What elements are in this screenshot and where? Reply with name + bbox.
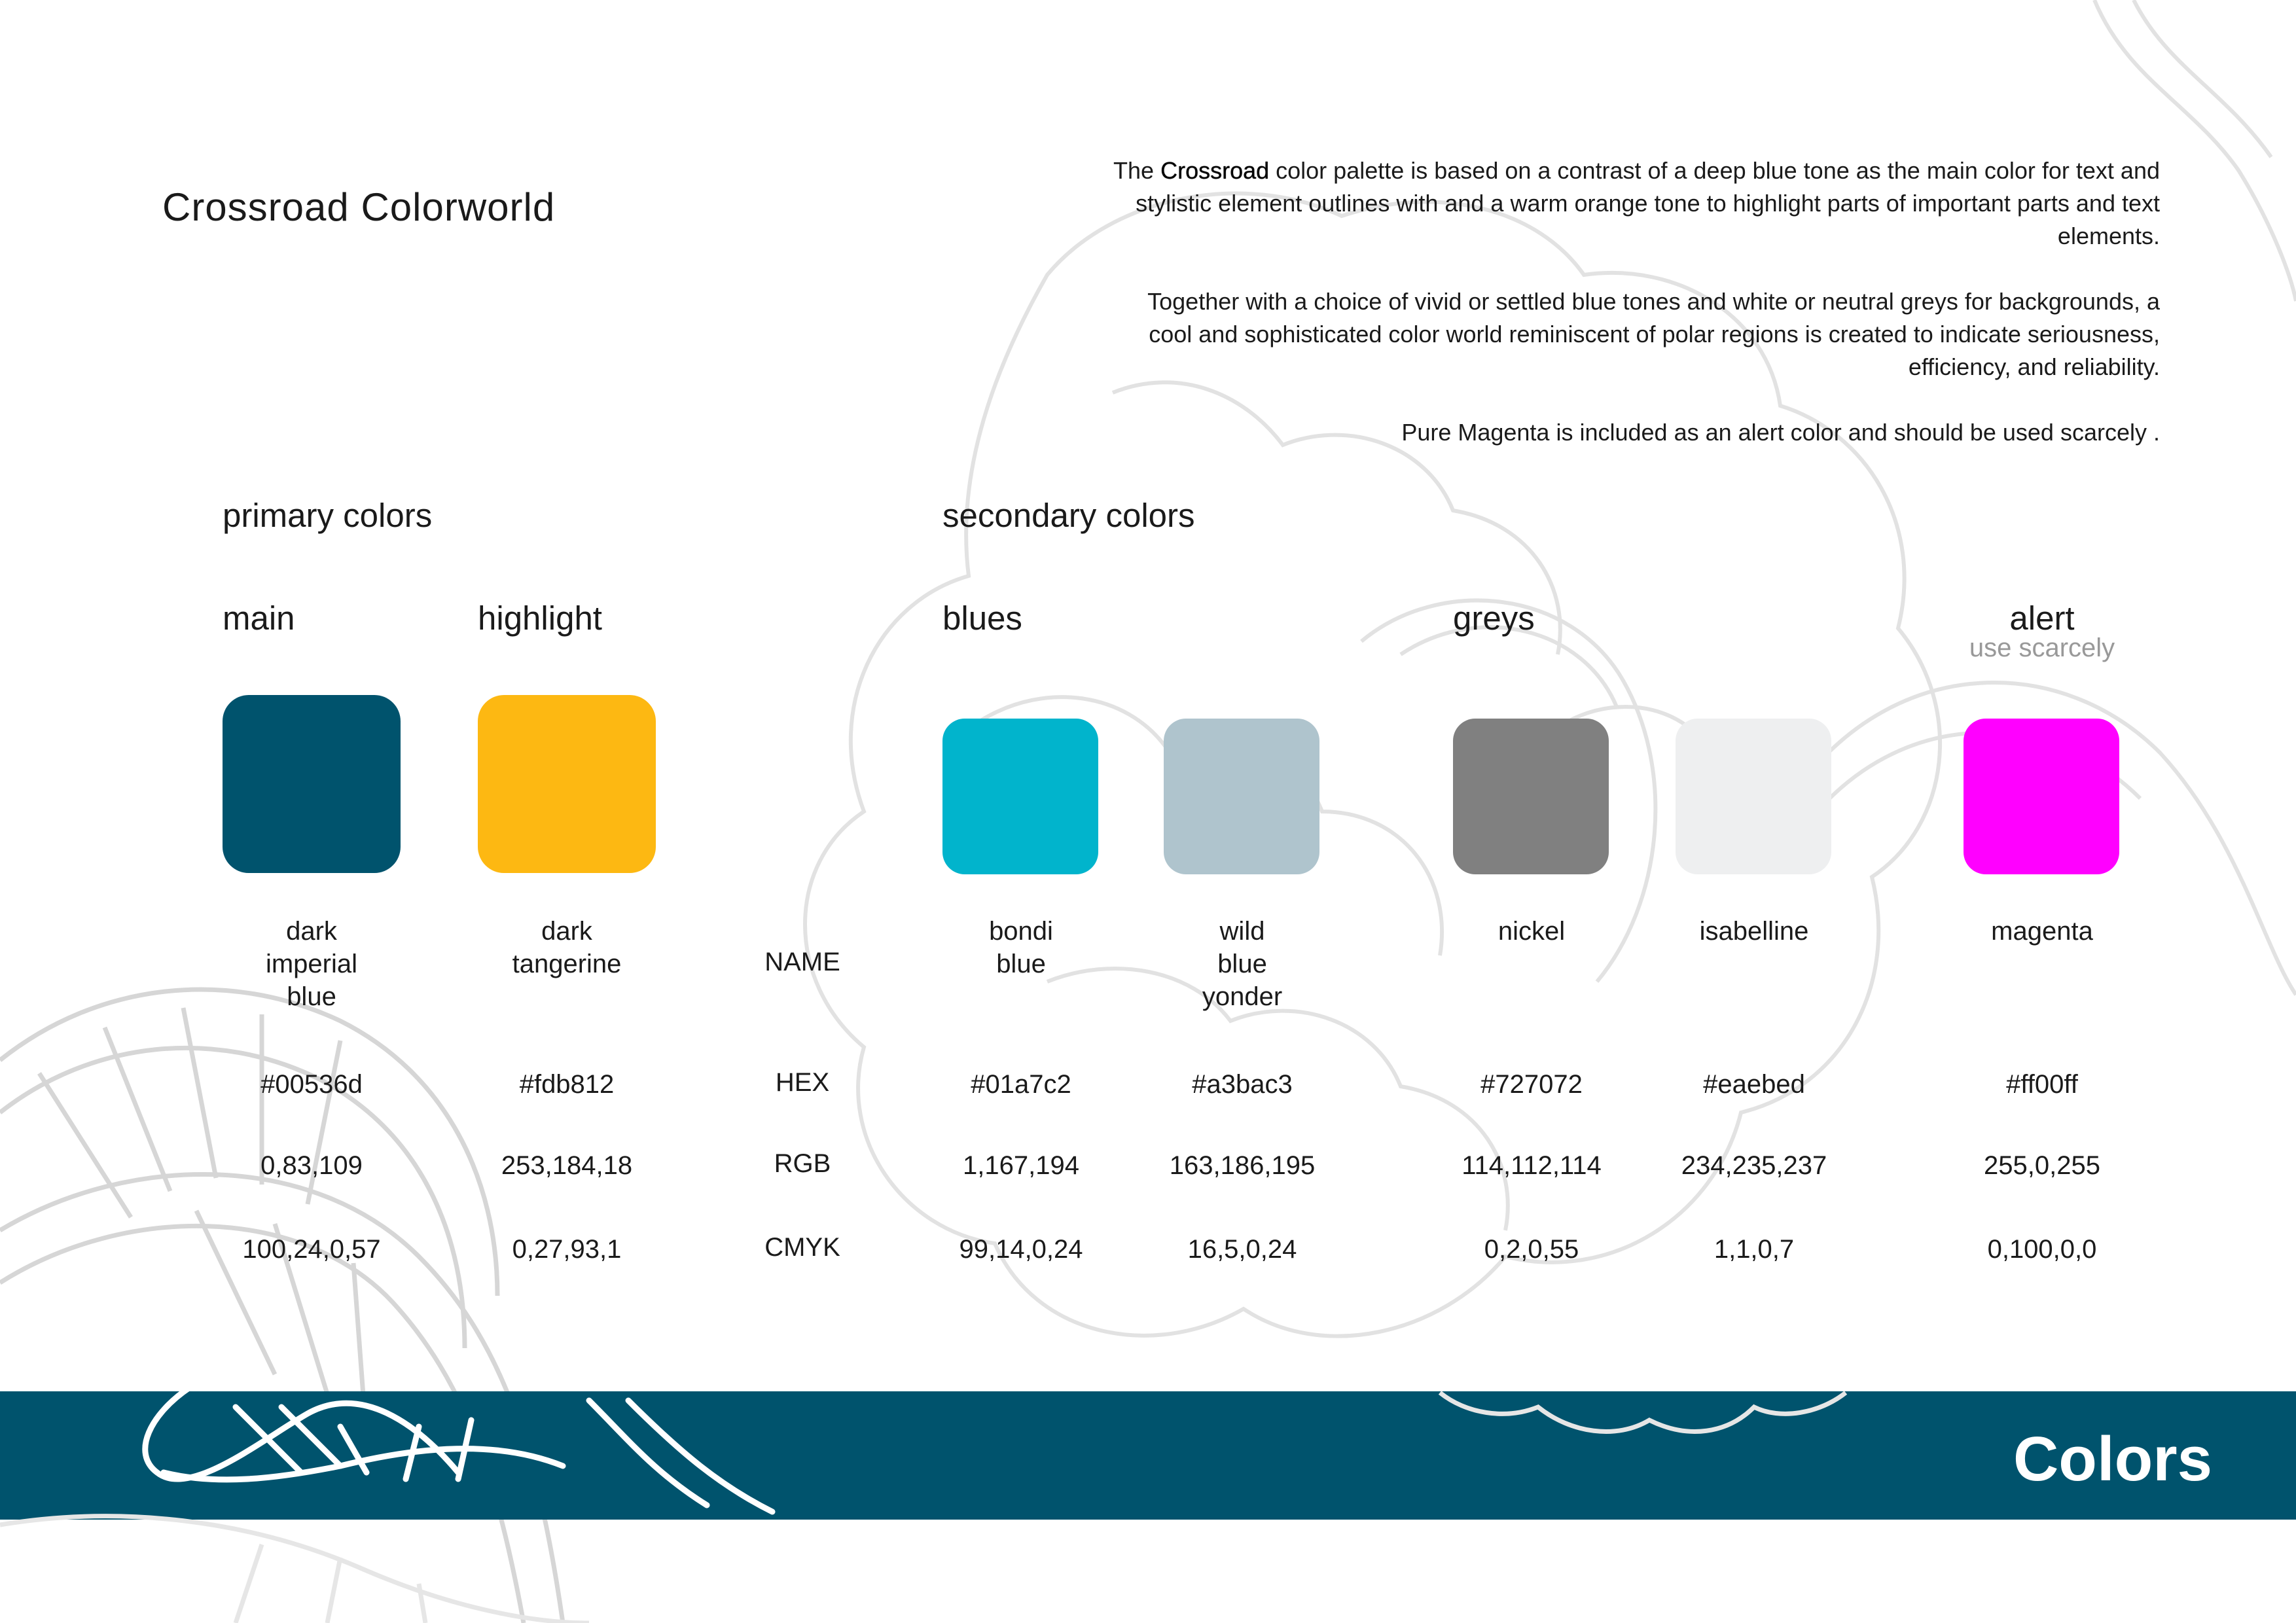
color-name (1643, 915, 1865, 948)
group-alert-label: alert (2009, 599, 2075, 637)
section-title-colors: Colors (2013, 1424, 2212, 1494)
group-main-label: main (223, 599, 295, 637)
color-name (1131, 915, 1354, 1013)
color-name-line: isabelline (1699, 917, 1809, 946)
color-name-line: yonder (1202, 982, 1283, 1011)
color-name-line: dark (541, 917, 592, 946)
color-name-line: bondi (989, 917, 1053, 946)
color-cmyk: 0,27,93,1 (512, 1235, 622, 1264)
color-rgb: 0,83,109 (260, 1151, 363, 1180)
swatch-bondi-blue (942, 719, 1098, 874)
color-cmyk: 16,5,0,24 (1187, 1235, 1297, 1264)
alert-note: use scarcely (1969, 633, 2115, 662)
color-name-line: dark (286, 917, 337, 946)
intro-paragraph-1 (1100, 154, 2160, 253)
color-cmyk: 0,100,0,0 (1987, 1235, 2097, 1264)
swatch-wild-blue-yonder (1164, 719, 1319, 874)
color-name-line: magenta (1991, 917, 2093, 946)
intro-p1-rest: color palette is based on a contrast of a deep blue tone as the main color for text and stylistic element outlines with and a warm orange tone to highlight parts of important parts and text elements. (1136, 157, 2160, 249)
color-hex: #ff00ff (2006, 1070, 2078, 1099)
swatch-nickel (1453, 719, 1609, 874)
group-alert (1911, 599, 2173, 663)
row-label-hex: HEX (775, 1068, 830, 1097)
color-name (910, 915, 1132, 980)
intro-p1-prefix: The (1113, 157, 1161, 184)
row-label-rgb: RGB (774, 1149, 831, 1178)
color-hex: #00536d (260, 1070, 363, 1099)
primary-colors-heading: primary colors (223, 497, 433, 534)
color-name-line: blue (996, 950, 1046, 978)
secondary-colors-heading: secondary colors (942, 497, 1195, 534)
color-cmyk: 0,2,0,55 (1484, 1235, 1579, 1264)
group-blues-label: blues (942, 599, 1022, 637)
footer-band (0, 1391, 2296, 1520)
color-hex: #727072 (1480, 1070, 1583, 1099)
color-name-line: tangerine (512, 950, 622, 978)
color-cmyk: 99,14,0,24 (959, 1235, 1083, 1264)
color-rgb: 255,0,255 (1984, 1151, 2100, 1180)
color-name (200, 915, 423, 1013)
color-hex: #a3bac3 (1192, 1070, 1293, 1099)
color-rgb: 163,186,195 (1169, 1151, 1316, 1180)
color-cmyk: 1,1,0,7 (1713, 1235, 1795, 1264)
swatch-isabelline (1676, 719, 1831, 874)
intro-paragraph-3: Pure Magenta is included as an alert color and should be used scarcely . (1401, 419, 2160, 446)
color-hex: #01a7c2 (971, 1070, 1071, 1099)
color-rgb: 1,167,194 (963, 1151, 1079, 1180)
group-greys-label: greys (1453, 599, 1535, 637)
intro-paragraph-2: Together with a choice of vivid or settled blue tones and white or neutral greys for backgrounds, a cool and sophisticated color world reminiscent of polar regions is created to indicate seriousness, efficiency, and reliability. (1147, 288, 2160, 380)
color-hex: #eaebed (1703, 1070, 1805, 1099)
color-cmyk: 100,24,0,57 (242, 1235, 381, 1264)
color-hex: #fdb812 (519, 1070, 615, 1099)
color-rgb: 114,112,114 (1462, 1151, 1602, 1180)
color-name-line: nickel (1498, 917, 1566, 946)
color-rgb: 234,235,237 (1681, 1151, 1827, 1180)
swatch-dark-tangerine (478, 695, 656, 873)
color-name-line: blue (287, 982, 336, 1011)
color-name (1420, 915, 1643, 948)
row-label-cmyk: CMYK (764, 1233, 840, 1262)
page-title: Crossroad Colorworld (162, 185, 556, 229)
intro-text (1100, 154, 2160, 482)
group-highlight-label: highlight (478, 599, 602, 637)
row-label-name: NAME (764, 948, 840, 976)
color-name-line: blue (1217, 950, 1267, 978)
brand-name: Crossroad (1160, 157, 1270, 184)
color-rgb: 253,184,18 (501, 1151, 633, 1180)
swatch-magenta (1964, 719, 2119, 874)
color-name (1931, 915, 2153, 948)
color-name (456, 915, 678, 980)
swatch-dark-imperial-blue (223, 695, 401, 873)
color-name-line: imperial (265, 950, 358, 978)
color-name-line: wild (1219, 917, 1265, 946)
